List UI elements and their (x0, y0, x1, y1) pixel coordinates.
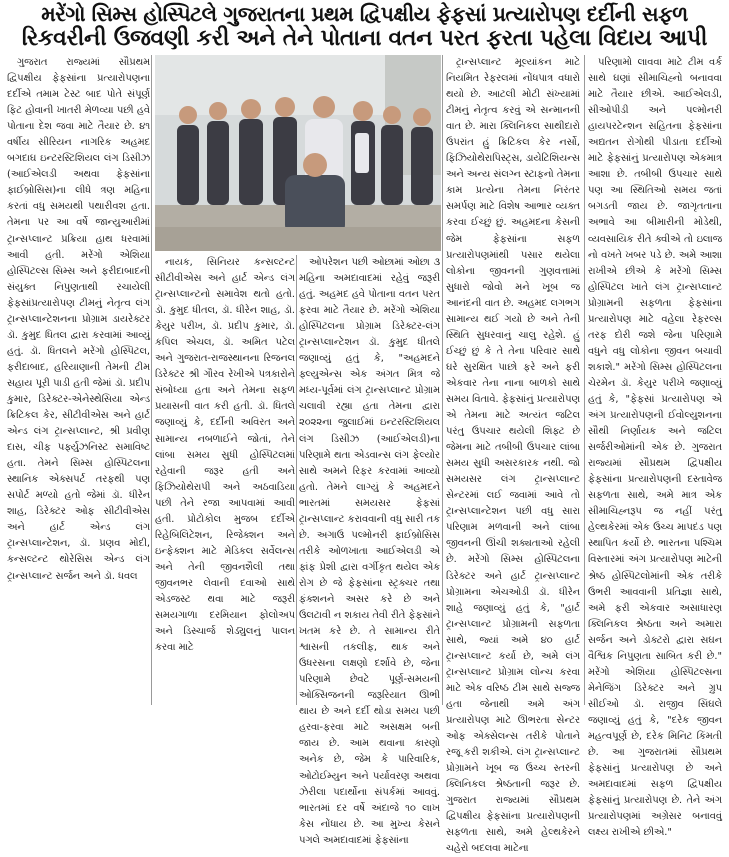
column-2-text: નાયક, સિનિયર કન્સલ્ટન્ટ સીટીવીએસ અને હાર્ટ એન્ડ લંગ ટ્રાન્સપ્લાન્ટનો સમાવેશ થતો હતો. ડૉ. કુમુદ ધીતલ, ડૉ. ધીરેન શાહ, ડૉ. કેયુર પરીખ, ડૉ. પ્રદીપ કુમાર, ડૉ. કપિલ એચલ, ડૉ. અમિત પટેલ અને ગુજરાત-રાજસ્થાનના રિજનલ ડિરેક્ટર શ્રી ગૌરવ રેખીએ પત્રકારોને સંબોધ્યા હતા અને તેમના સફળ પ્રયાસની વાત કરી હતી. ડૉ. ધિતલે જણાવ્યું કે, દર્દીની અવિરત અને સામાન્ય નબળાઈને જોતાં, તેને લાંબા સમય સુધી હોસ્પિટલમાં રહેવાની જરૂર હતી અને ફિઝિયોથેરાપી અને અઠવાડિયા પછી તેને રજા આપવામાં આવી હતી. પ્રોટોકોલ મુજબ દર્દીએ રિહેબિલિટેશન, રિજેક્શન અને ઇન્ફેક્શન માટે મેડિકલ સર્વેલન્સ અને તેની જીવનશૈલી તથા જીવનભર લેવાની દવાઓ સાથે એડજસ્ટ થવા માટે જરૂરી સમયગાળા દરમિયાન ફોલોઅપ અને ડિસ્ચાર્જ શેડ્યુલનું પાલન કરવા માટે (155, 257, 295, 654)
press-conference-photo-illustration (155, 55, 441, 251)
article-column-5 (588, 55, 722, 839)
column-1-text: ગુજરાત રાજ્યમાં સૌપ્રથમ દ્વિપક્ષીય ફેફસાંના પ્રત્યારોપણના દર્દીએ તમામ ટેસ્ટ બાદ પોતે સંપૂર્ણ ફિટ હોવાની ખાતરી મેળવ્યા પછી હવે પોતાના દેશ જવા માટે તૈયાર છે. ૪૧ વર્ષીય સીરિયન નાગરિક અહમદ બગદાઘ ઇન્ટરસ્ટિશિયલ લંગ ડિસીઝ (આઈએલડી અથવા ફેફસાંના ફાઈબ્રોસિસ)ના લીધે ત્રણ મહિના કરતાં વધુ સમયથી પથારીવશ હતા. તેમના પર આ વર્ષે જાન્યુઆરીમાં ટ્રાન્સપ્લાન્ટ પ્રક્રિયા હાથ ધરવામાં આવી હતી. મરેંગો એશિયા હોસ્પિટલ્સ સિમ્સ અને ફરીદાબાદની સંયુક્ત નિપુણતાથી રચાયેલી ફેફસાંપ્રત્યારોપણ ટીમનું નેતૃત્વ લંગ ટ્રાન્સપ્લાન્ટેશનના પ્રોગ્રામ ડાયરેક્ટર ડૉ. કુમુદ ધિતલ દ્વારા કરવામાં આવ્યું હતું. ડૉ. ધિતલને મરેંગો હોસ્પિટલ, ફરીદાબાદ, હરિયાણાની તેમની ટીમ સહાય પૂરી પાડી હતી જેમાં ડૉ. પ્રદીપ કુમાર, ડિરેક્ટર-એનેસ્થેસિયા એન્ડ ક્રિટિકલ કેર, સીટીવીએસ અને હાર્ટ એન્ડ લંગ ટ્રાન્સપ્લાન્ટ, શ્રી પ્રવીણ દાસ, ચીફ પર્ફ્યુઝનિસ્ટ સમાવિષ્ટ હતા. તેમને સિમ્સ હોસ્પિટલના સ્થાનિક એક્સપર્ટ તરફથી પણ સપોર્ટ મળ્યો હતો જેમાં ડૉ. ધીરેન શાહ, ડિરેક્ટર ઓફ સીટીવીએસ અને હાર્ટ એન્ડ લંગ ટ્રાન્સપ્લાન્ટેશન, ડૉ. પ્રણવ મોદી, કન્સલ્ટન્ટ થોરેસિસ એન્ડ લંગ ટ્રાન્સપ્લાન્ટ સર્જન અને ડૉ. ધવલ (7, 57, 150, 582)
column-3-text: ઓપરેશન પછી ઓછામાં ઓછા ૩ મહિના અમદાવાદમાં રહેવું જરૂરી હતું. અહમદ હવે પોતાના વતન પરત ફરવા માટે તૈયાર છે. મરેંગો એશિયા હોસ્પિટલના પ્રોગ્રામ ડિરેક્ટર-લંગ ટ્રાન્સપ્લાન્ટેશન ડૉ. કુમુદ ધીતલે જણાવ્યું હતું કે, "અહમદને ફ્લ્યુએન્સ એક અંગત મિત્ર જે મધ્ય-પૂર્વમાં લંગ ટ્રાન્સપ્લાન્ટ પ્રોગ્રામ ચલાવી રહ્યા હતા તેમના દ્વારા ૨૦૨૨ના જુલાઈમાં ઇન્ટરસ્ટિશિયલ લંગ ડિસીઝ (આઈએલડી)ના પરિણામે થતા એડવાન્સ લંગ ફેલ્યોર સાથે અમને રિફર કરવામાં આવ્યો હતો. તેમને લાગ્યું કે અહમદને ભારતમાં સમયસર ફેફસાં ટ્રાન્સપ્લાન્ટ કરાવવાની વધુ સારી તક છે. અગાઉ પલ્મોનરી ફાઈબ્રોસિસ તરીકે ઓળખાતા આઈએલડી એ ફાંફ પ્રેશી દ્વારા વર્ગીકૃત થયેલ એક રોગ છે જે ફેફસાંના સ્ટ્રક્ચર તથા ફંક્શનને અસર કરે છે અને ઉલટાવી ન શકાય તેવી રીતે ફેફસાંને ખતમ કરે છે. તે સામાન્ય રીતે શ્વાસની તકલીફ, થાક અને ઉધરસના લક્ષણો દર્શાવે છે, જેના પરિણામે છેવટે પૂર્ણ-સમયની ઓક્સિજનની જરૂરિયાત ઊભી થાય છે અને દર્દી થોડા સમય પછી હરવા-ફરવા માટે અસક્ષમ બની જાય છે. આમ થવાના કારણો અનેક છે, જેમ કે પારિવારિક, ઓટોઈમ્યુન અને પર્યાવરણ અથવા ઝેરીલા પદાર્થોના સંપર્કમાં આવવું. ભારતમાં દર વર્ષે અંદાજે ૧૦ લાખ કેસ નોંધાય છે. આ મુખ્ય કેસને પગલે અમદાવાદમાં ફેફસાંના (299, 257, 440, 846)
press-conference-photo (155, 55, 441, 251)
column-5-text: પરિણામો લાવવા માટે ટીમ વર્ક સાથે ઘણાં સીમાચિહ્નો બનાવવા માટે તૈયાર છીએ. આઈએલડી, સીઓપીડી અને પલ્મોનરી હાયપરટેન્શન સહિતના ફેફસાંના અદ્યતન રોગોથી પીડાતા દર્દીઓ માટે ફેફસાંનું પ્રત્યારોપણ એકમાત્ર આશા છે. તબીબી ઉપચાર સાથે પણ આ સ્થિતિઓ સમય જતાં બગડતી જાય છે. જાગૃતતાના અભાવે આ બીમારીની મોડેથી, વ્યવસાયિક રીતે ક્વીએ તો ઇલાજ નો વખતે ખબર પડે છે. અમે આશા રાખીએ છીએ કે મરેંગો સિમ્સ હોસ્પિટલ ખાતે લંગ ટ્રાન્સપ્લાન્ટ પ્રોગ્રામની સફળતા ફેફસાંના પ્રત્યારોપણ માટે વહેલા રેફરલ્સ તરફ દોરી જશે જેના પરિણામે વધુને વધુ લોકોના જીવન બચાવી શકાશે." મરેંગો સિમ્સ હોસ્પિટલના ચેરમેન ડૉ. કેયુર પરીખે જણાવ્યું હતું કે, "ફેફસાં પ્રત્યારોપણ એ અંગ પ્રત્યારોપણની ઈવોલ્યુશનના સૌથી નિર્ણાયક અને જટિલ સર્જરીઓમાંની એક છે. ગુજરાત રાજ્યમાં સૌપ્રથમ દ્વિપક્ષીય ફેફસાંના પ્રત્યારોપણની દસ્તાવેજ સફળતા સાથે, અમે માત્ર એક સીમાચિહ્નરૂપ જ નહીં પરંતુ હેલ્થકેરમાં એક ઉચ્ચ માપદંડ પણ સ્થાપિત કર્યો છે. ભારતના પશ્ચિમ વિસ્તારમાં અંગ પ્રત્યારોપણ માટેની શ્રેષ્ઠ હોસ્પિટલોમાંની એક તરીકે ઉભરી આવવાની પ્રતિજ્ઞા સાથે, અમે ફરી એકવાર અસાધારણ ક્લિનિકલ શ્રેષ્ઠતા અને અમારા સર્જન અને ડોક્ટરો દ્વારા સઘન વૈશ્વિક નિપુણતા સાબિત કરી છે." મરેંગો એશિયા હોસ્પિટલ્સના મેનેજિંગ ડિરેક્ટર અને ગ્રુપ સીઈઓ ડૉ. રાજીવ સિંઘલે જણાવ્યું હતું કે, "દરેક જીવન મહત્વપૂર્ણ છે, દરેક મિનિટ કિંમતી છે. આ ગુજરાતમાં સૌપ્રથમ ફેફસાંનું પ્રત્યારોપણ છે અને અમદાવાદમાં સફળ દ્વિપક્ષીય ફેફસાંનું પ્રત્યારોપણ છે. તેને અંગ પ્રત્યારોપણમાં અગ્રેસર બનાવવું લક્ષ્ય રાખીએ છીએ." (588, 57, 722, 839)
article-column-3 (299, 255, 440, 846)
column-divider (151, 55, 152, 705)
article-column-2 (155, 255, 295, 654)
column-4-text: ટ્રાન્સપ્લાન્ટ મૂલ્યાંકન માટે નિયમિત રેફરલમાં નોંધપાત્ર વધારો થયો છે. આટલી મોટી સંખ્યામાં ટીમનું નેતૃત્વ કરવું એ સન્માનની વાત છે. મારા ક્લિનિકલ સાથીદારો ઉપરાંત હું ક્રિટિકલ કેર નર્સો, ફિઝિયોથેરાપિસ્ટ્સ, ડાયેટિશિયન્સ અને અન્ય સંલગ્ન સ્ટાફનો તેમના કામ પ્રત્યેના તેમના નિરંતર સમર્પણ માટે વિશેષ આભાર વ્યક્ત કરવા ઈચ્છું છું. અહમદના કેસની જેમ ફેફસાંના સફળ પ્રત્યારોપણમાંથી પસાર થયેલા લોકોના જીવનની ગુણવત્તામાં સુધારો જોવો મને ખૂબ જ આનંદની વાત છે. અહમદ લગભગ સામાન્ય થઈ ગયો છે અને તેની સ્થિતિ સુધરવાનું ચાલુ રહેશે. હું ઈચ્છું છું કે તે તેના પરિવાર સાથે ઘરે સુરક્ષિત પાછો ફરે અને ફરી એકવાર તેના નાના બાળકો સાથે સમય વિતાવે. ફેફસાંનું પ્રત્યારોપણ એ તેમના માટે અત્યંત જટિલ પરંતુ ઉપચાર થયેલી શિફ્ટ છે જેમના માટે તબીબી ઉપચાર લાંબા સમય સુધી અસરકારક નથી. જો સમયસર લંગ ટ્રાન્સપ્લાન્ટ સેન્ટરમાં લઈ જવામાં આવે તો ટ્રાન્સપ્લાન્ટેશન પછી વધુ સારા પરિણામ મળવાની અને લાંબા જીવનની ઊંચી શક્યતાઓ રહેલી છે. મરેંગો સિમ્સ હોસ્પિટલના ડિરેક્ટર અને હાર્ટ ટ્રાન્સપ્લાન્ટ પ્રોગ્રામના એચઓડી ડૉ. ધીરેન શાહે જણાવ્યું હતું કે, "હાર્ટ ટ્રાન્સપ્લાન્ટ પ્રોગ્રામની સફળતા સાથે, જ્યાં અમે ૪૦ હાર્ટ ટ્રાન્સપ્લાન્ટ કર્યા છે, અમે લંગ ટ્રાન્સપ્લાન્ટ પ્રોગ્રામ લોન્ચ કરવા માટે એક વરિષ્ઠ ટીમ સાથે સજ્જ હતા જેનાથી અમે અંગ પ્રત્યારોપણ માટે ઊભરતા સેન્ટર ઓફ એક્સેલન્સ તરીકે પોતાને રજૂ કરી શકીએ. લંગ ટ્રાન્સપ્લાન્ટ પ્રોગ્રામને ખૂબ જ ઉચ્ચ સ્તરની ક્લિનિકલ શ્રેષ્ઠતાની જરૂર છે. ગુજરાત રાજ્યમાં સૌપ્રથમ દ્વિપક્ષીય ફેફસાંના પ્રત્યારોપણની સફળતા સાથે, અમે હેલ્થકેરને ચહેરો બદલવા માટેના (446, 57, 580, 855)
article-column-4 (446, 55, 580, 855)
column-divider (584, 55, 585, 705)
column-divider (442, 55, 443, 705)
article-column-1 (7, 55, 150, 582)
headline-line-2: રિકવરીની ઉજવણી કરી અને તેને પોતાના વતન પરત ફરતા પહેલા વિદાય આપી (21, 26, 708, 51)
column-divider (296, 255, 297, 705)
headline-line-1: મરેંગો સિમ્સ હોસ્પિટલે ગુજરાતના પ્રથમ દ્વિપક્ષીય ફેફસાં પ્રત્યારોપણ દર્દીની સફળ (41, 2, 688, 26)
headline (6, 2, 723, 51)
